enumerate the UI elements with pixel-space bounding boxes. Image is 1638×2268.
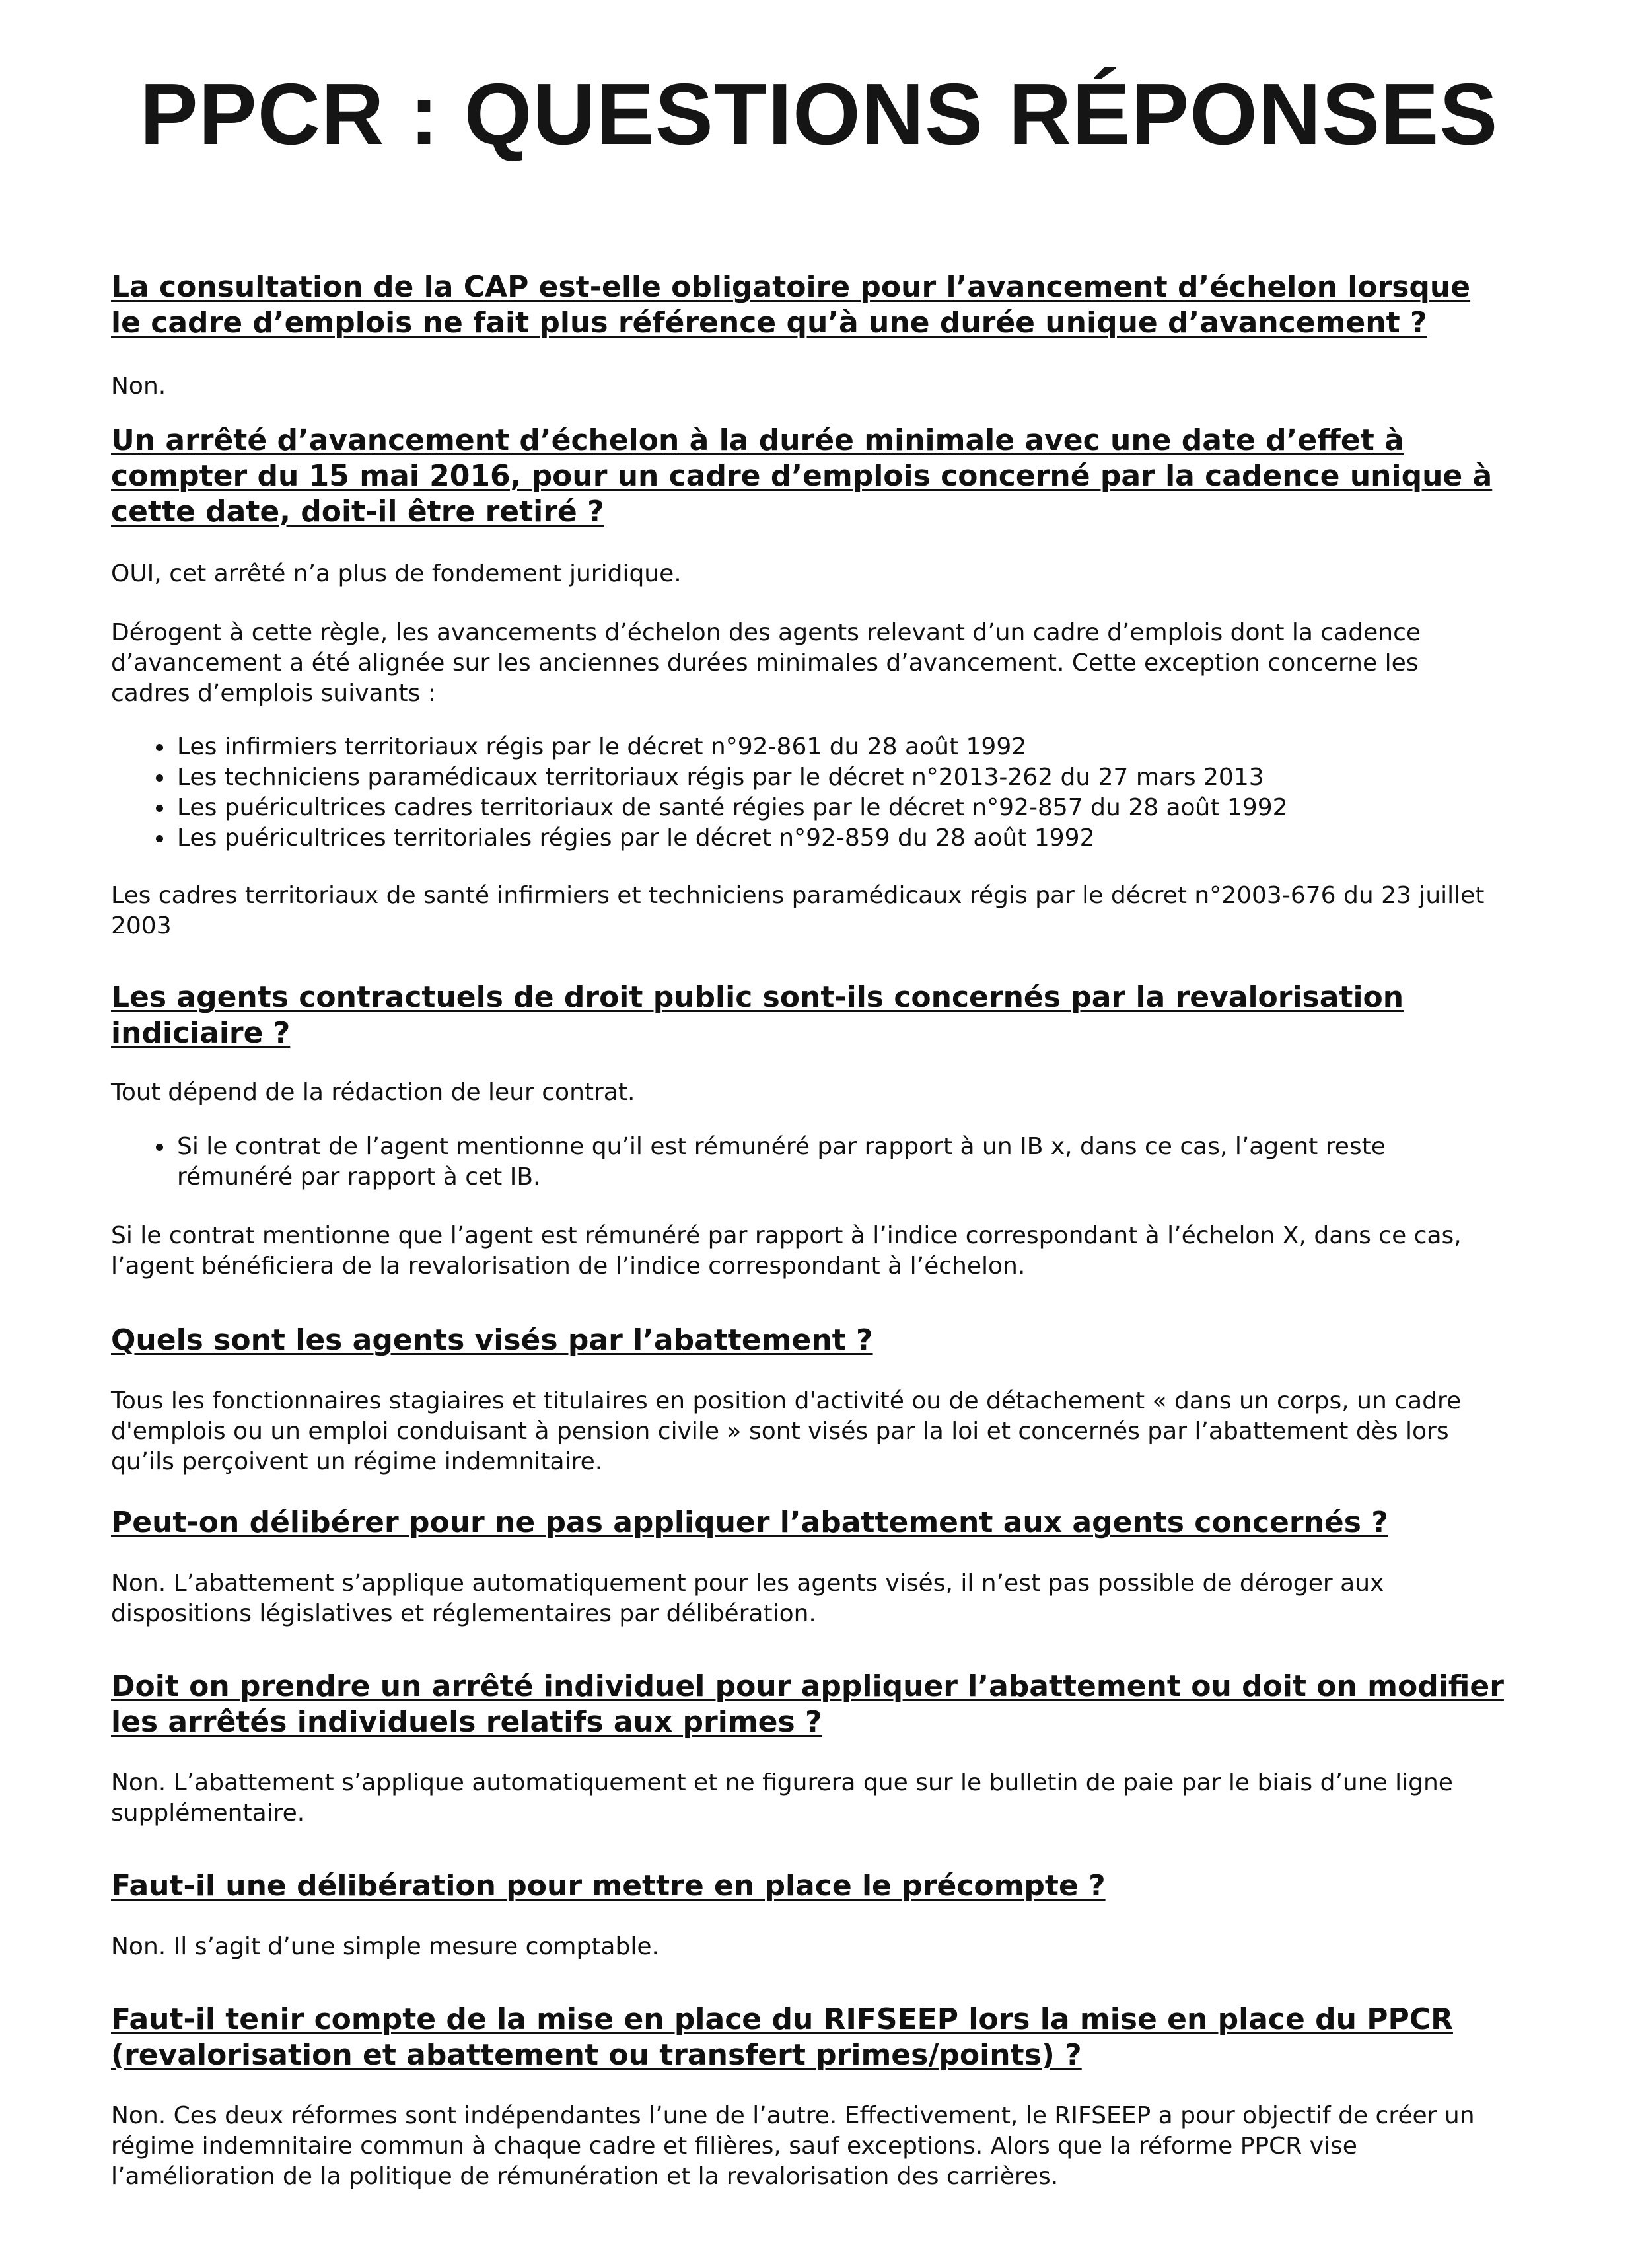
answer-7: Non. Il s’agit d’une simple mesure comptable. (111, 1933, 659, 1960)
question-1: La consultation de la CAP est-elle obligatoire pour l’avancement d’échelon lorsque le cadre d’emplois ne fait plus référence qu’à une durée unique d’avancement ? (111, 270, 1471, 340)
question-6: Doit on prendre un arrêté individuel pour appliquer l’abattement ou doit on modifier les arrêtés individuels relatifs aux primes ? (111, 1669, 1504, 1739)
answer-1: Non. (111, 373, 166, 400)
list-item: • Les puéricultrices territoriales régies par le décret n°92-859 du 28 août 1992 (174, 823, 1505, 854)
answer-5: Non. L’abattement s’applique automatiquement pour les agents visés, il n’est pas possible de déroger aux dispositions législatives et réglementaires par délibération. (111, 1570, 1384, 1627)
question-7: Faut-il une délibération pour mettre en place le précompte ? (111, 1869, 1106, 1903)
answer-4: Tous les fonctionnaires stagiaires et titulaires en position d'activité ou de détachement « dans un corps, un cadre d'emplois ou un emploi conduisant à pension civile » sont visés par la loi et concernés par l’abattement dès lors qu’ils perçoivent un régime indemnitaire. (111, 1387, 1462, 1475)
page-title: PPCR : QUESTIONS RÉPONSES (139, 65, 1499, 163)
question-3: Les agents contractuels de droit public sont-ils concernés par la revalorisation indiciaire ? (111, 980, 1404, 1050)
answer-3-paragraph-1: Tout dépend de la rédaction de leur contrat. (111, 1079, 635, 1106)
answer-2-bullet-list (111, 732, 1505, 854)
answer-3-bullet-list (111, 1132, 1505, 1192)
question-2: Un arrêté d’avancement d’échelon à la durée minimale avec une date d’effet à compter du 15 mai 2016, pour un cadre d’emplois concerné par la cadence unique à cette date, doit-il être retiré ? (111, 423, 1493, 529)
list-item: • Si le contrat de l’agent mentionne qu’il est rémunéré par rapport à un IB x, dans ce cas, l’agent reste rémunéré par rapport à cet IB. (174, 1132, 1505, 1192)
question-5: Peut-on délibérer pour ne pas appliquer l’abattement aux agents concernés ? (111, 1506, 1388, 1539)
question-8: Faut-il tenir compte de la mise en place du RIFSEEP lors la mise en place du PPCR (revalorisation et abattement ou transfert primes/points) ? (111, 2002, 1453, 2072)
answer-2-paragraph-2: Dérogent à cette règle, les avancements d’échelon des agents relevant d’un cadre d’emplois dont la cadence d’avancement a été alignée sur les anciennes durées minimales d’avancement. Cette exception concerne les cadres d’emplois suivants : (111, 619, 1421, 707)
answer-2-paragraph-3: Les cadres territoriaux de santé infirmiers et techniciens paramédicaux régis par le décret n°2003-676 du 23 juillet 2003 (111, 882, 1485, 939)
answer-8: Non. Ces deux réformes sont indépendantes l’une de l’autre. Effectivement, le RIFSEEP a pour objectif de créer un régime indemnitaire commun à chaque cadre et filières, sauf exceptions. Alors que la réforme PPCR vise l’amélioration de la politique de rémunération et la revalorisation des carrières. (111, 2102, 1475, 2190)
list-item: • Les infirmiers territoriaux régis par le décret n°92-861 du 28 août 1992 (174, 732, 1505, 762)
list-item: • Les techniciens paramédicaux territoriaux régis par le décret n°2013-262 du 27 mars 2013 (174, 762, 1505, 793)
answer-2-paragraph-1: OUI, cet arrêté n’a plus de fondement juridique. (111, 560, 682, 587)
document-page (111, 0, 1505, 2192)
list-item: • Les puéricultrices cadres territoriaux de santé régies par le décret n°92-857 du 28 août 1992 (174, 793, 1505, 823)
question-4: Quels sont les agents visés par l’abattement ? (111, 1323, 873, 1357)
answer-3-paragraph-2: Si le contrat mentionne que l’agent est rémunéré par rapport à l’indice correspondant à l’échelon X, dans ce cas, l’agent bénéficiera de la revalorisation de l’indice correspondant à l’échelon. (111, 1222, 1462, 1280)
answer-6: Non. L’abattement s’applique automatiquement et ne figurera que sur le bulletin de paie par le biais d’une ligne supplémentaire. (111, 1769, 1453, 1827)
